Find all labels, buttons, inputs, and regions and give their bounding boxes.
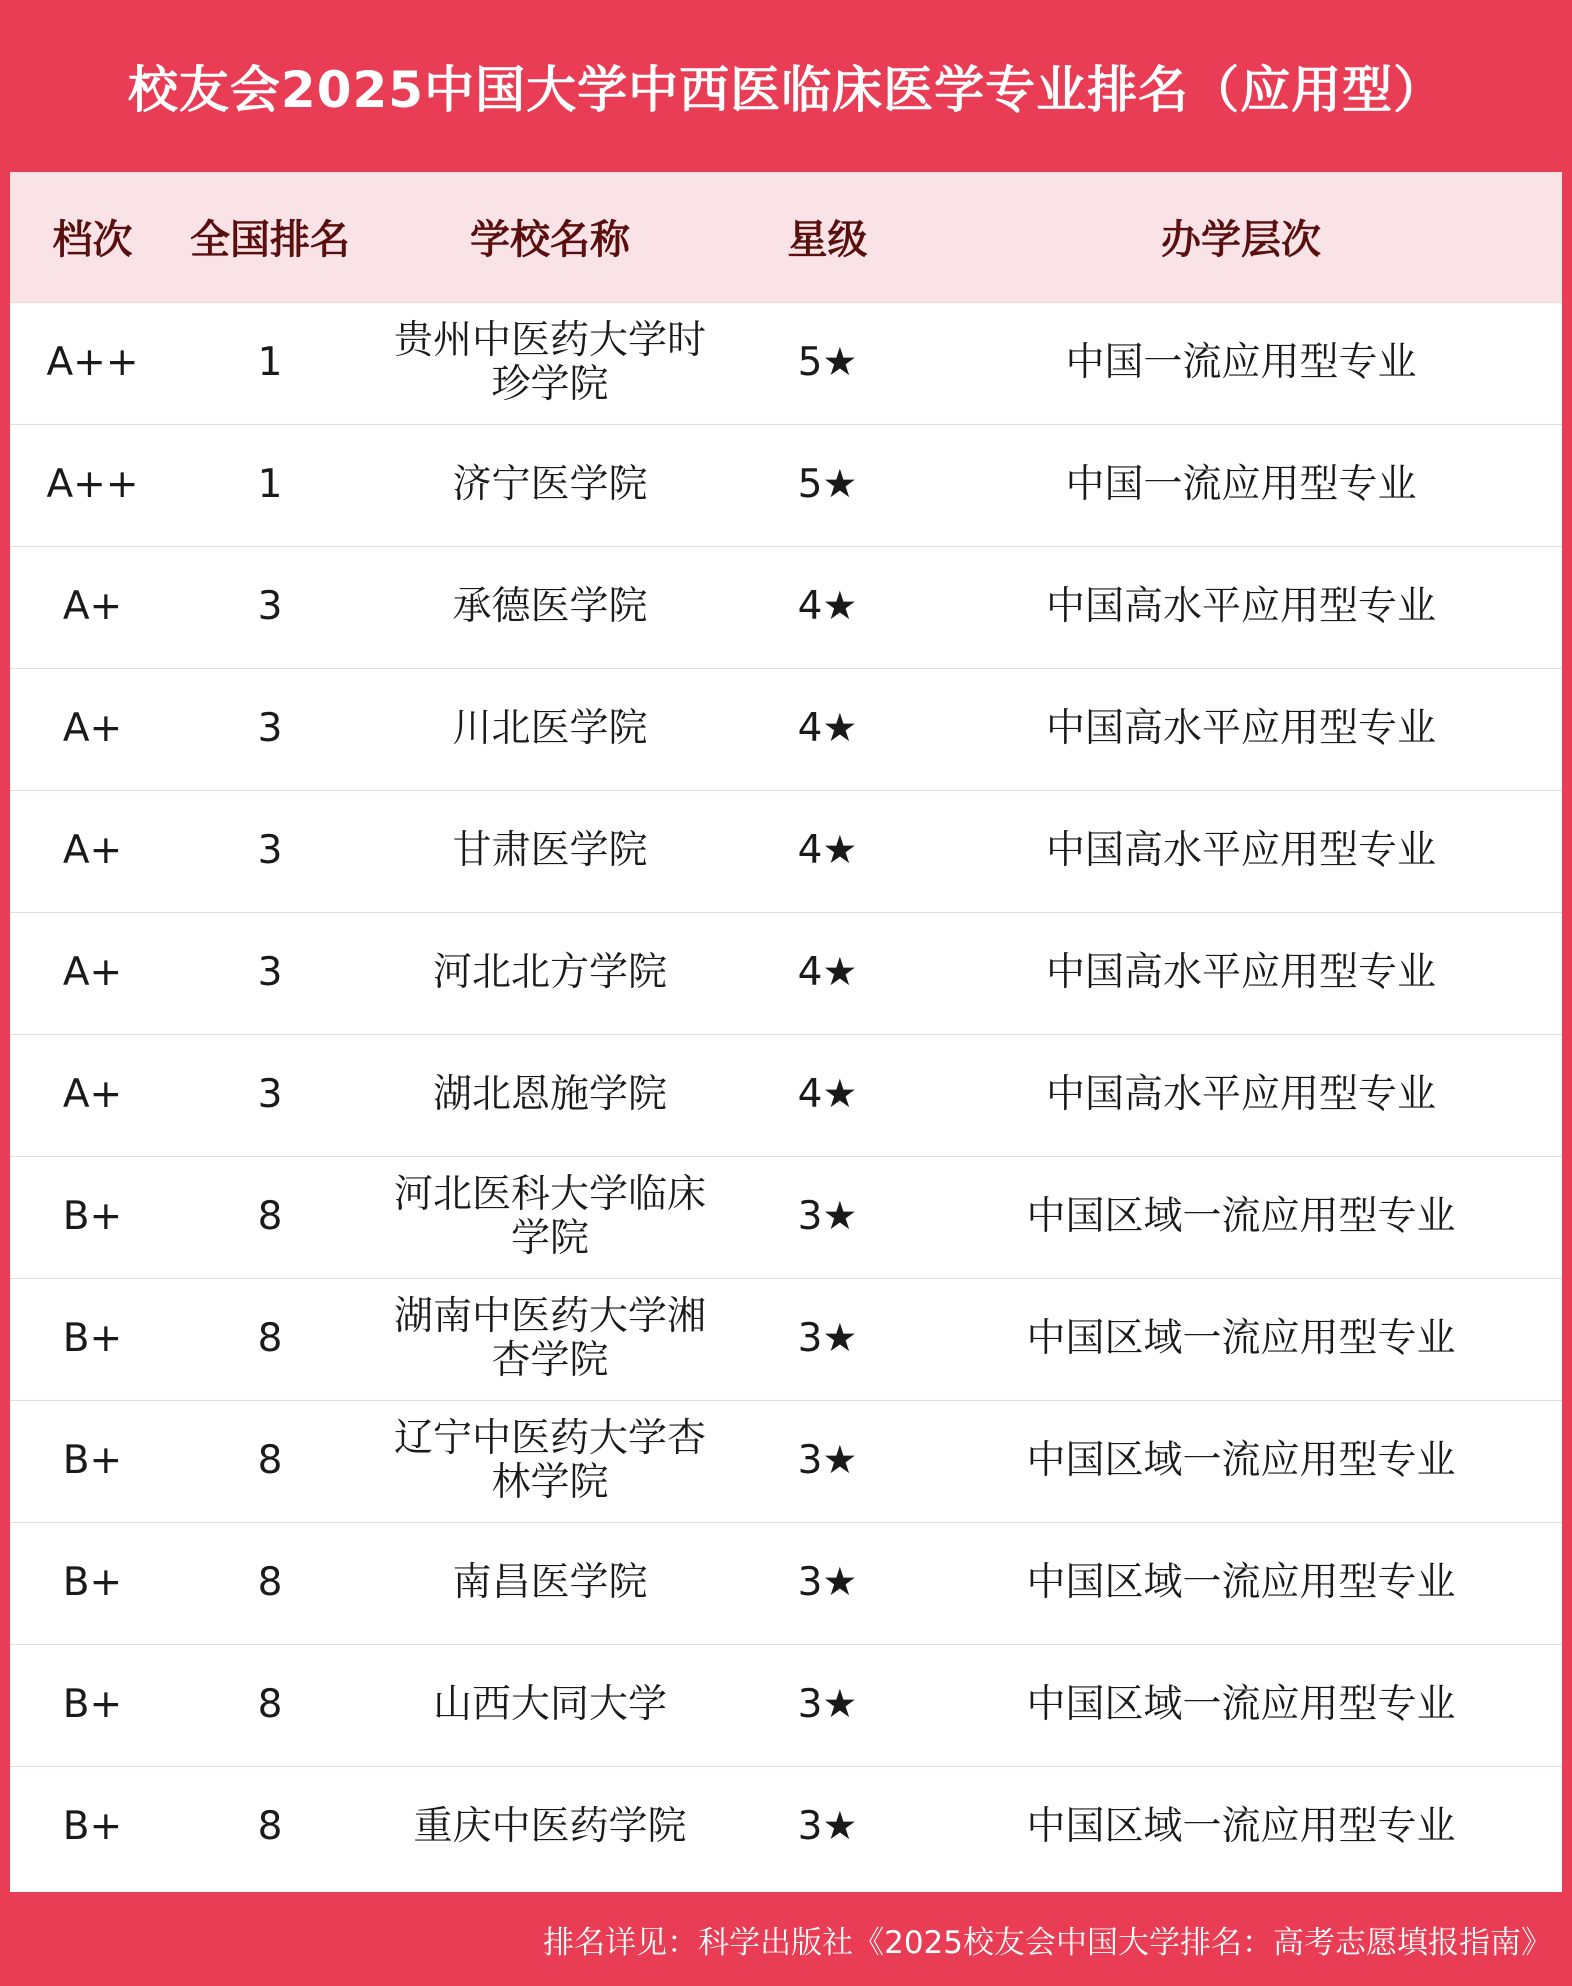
rank-cell: 3	[257, 584, 283, 630]
level-cell: 中国高水平应用型专业	[1045, 1072, 1436, 1118]
table-row	[10, 1156, 1562, 1278]
stars-cell: 3★	[797, 1804, 858, 1850]
column-header-tier: 档次	[52, 217, 133, 264]
level-cell: 中国高水平应用型专业	[1045, 584, 1436, 630]
level-cell: 中国高水平应用型专业	[1045, 828, 1436, 874]
school-cell: 辽宁中医药大学杏林学院	[393, 1416, 706, 1505]
source-footer: 排名详见：科学出版社《2025校友会中国大学排名：高考志愿填报指南》	[543, 1924, 1552, 1961]
table-header-row	[10, 172, 1562, 302]
column-header-rank: 全国排名	[190, 217, 350, 264]
school-cell: 湖南中医药大学湘杏学院	[393, 1294, 706, 1383]
stars-cell: 3★	[797, 1682, 858, 1728]
column-header-stars: 星级	[787, 217, 868, 264]
level-cell: 中国高水平应用型专业	[1045, 706, 1436, 752]
table-row	[10, 1400, 1562, 1522]
tier-cell: B+	[62, 1438, 123, 1484]
tier-cell: A+	[62, 584, 123, 630]
school-cell: 贵州中医药大学时珍学院	[393, 318, 706, 407]
ranking-table	[10, 172, 1562, 1888]
tier-cell: A++	[46, 462, 139, 508]
stars-cell: 4★	[797, 828, 858, 874]
ranking-table-container	[10, 172, 1562, 1892]
level-cell: 中国区域一流应用型专业	[1026, 1560, 1456, 1606]
rank-cell: 3	[257, 828, 283, 874]
table-row	[10, 1766, 1562, 1888]
stars-cell: 4★	[797, 950, 858, 996]
table-row	[10, 1278, 1562, 1400]
level-cell: 中国一流应用型专业	[1065, 462, 1417, 508]
level-cell: 中国区域一流应用型专业	[1026, 1438, 1456, 1484]
school-cell: 河北医科大学临床学院	[393, 1172, 706, 1261]
stars-cell: 3★	[797, 1438, 858, 1484]
level-cell: 中国区域一流应用型专业	[1026, 1316, 1456, 1362]
page-title: 校友会2025中国大学中西医临床医学专业排名（应用型）	[127, 61, 1445, 119]
tier-cell: A+	[62, 950, 123, 996]
rank-cell: 1	[257, 340, 283, 386]
level-cell: 中国一流应用型专业	[1065, 340, 1417, 386]
school-cell: 承德医学院	[452, 584, 648, 630]
tier-cell: A++	[46, 340, 139, 386]
tier-cell: A+	[62, 706, 123, 752]
tier-cell: A+	[62, 1072, 123, 1118]
rank-cell: 8	[257, 1560, 283, 1606]
table-row	[10, 1644, 1562, 1766]
rank-cell: 8	[257, 1316, 283, 1362]
stars-cell: 5★	[797, 462, 858, 508]
stars-cell: 4★	[797, 584, 858, 630]
stars-cell: 3★	[797, 1560, 858, 1606]
tier-cell: A+	[62, 828, 123, 874]
rank-cell: 3	[257, 950, 283, 996]
column-header-school: 学校名称	[470, 217, 630, 264]
school-cell: 济宁医学院	[452, 462, 648, 508]
tier-cell: B+	[62, 1682, 123, 1728]
tier-cell: B+	[62, 1560, 123, 1606]
rank-cell: 3	[257, 1072, 283, 1118]
stars-cell: 3★	[797, 1194, 858, 1240]
rank-cell: 3	[257, 706, 283, 752]
stars-cell: 4★	[797, 706, 858, 752]
level-cell: 中国区域一流应用型专业	[1026, 1194, 1456, 1240]
table-row	[10, 1522, 1562, 1644]
school-cell: 山西大同大学	[432, 1682, 667, 1728]
tier-cell: B+	[62, 1194, 123, 1240]
table-row	[10, 668, 1562, 790]
column-header-level: 办学层次	[1161, 217, 1321, 264]
stars-cell: 5★	[797, 340, 858, 386]
rank-cell: 8	[257, 1194, 283, 1240]
school-cell: 南昌医学院	[452, 1560, 648, 1606]
tier-cell: B+	[62, 1804, 123, 1850]
rank-cell: 8	[257, 1438, 283, 1484]
school-cell: 重庆中医药学院	[413, 1804, 687, 1850]
level-cell: 中国区域一流应用型专业	[1026, 1804, 1456, 1850]
school-cell: 河北北方学院	[432, 950, 667, 996]
stars-cell: 4★	[797, 1072, 858, 1118]
stars-cell: 3★	[797, 1316, 858, 1362]
level-cell: 中国高水平应用型专业	[1045, 950, 1436, 996]
table-row	[10, 546, 1562, 668]
tier-cell: B+	[62, 1316, 123, 1362]
rank-cell: 8	[257, 1804, 283, 1850]
rank-cell: 8	[257, 1682, 283, 1728]
school-cell: 甘肃医学院	[452, 828, 648, 874]
rank-cell: 1	[257, 462, 283, 508]
table-row	[10, 790, 1562, 912]
level-cell: 中国区域一流应用型专业	[1026, 1682, 1456, 1728]
school-cell: 川北医学院	[452, 706, 648, 752]
table-row	[10, 424, 1562, 546]
table-row	[10, 1034, 1562, 1156]
table-row	[10, 912, 1562, 1034]
table-row	[10, 302, 1562, 424]
school-cell: 湖北恩施学院	[432, 1072, 667, 1118]
